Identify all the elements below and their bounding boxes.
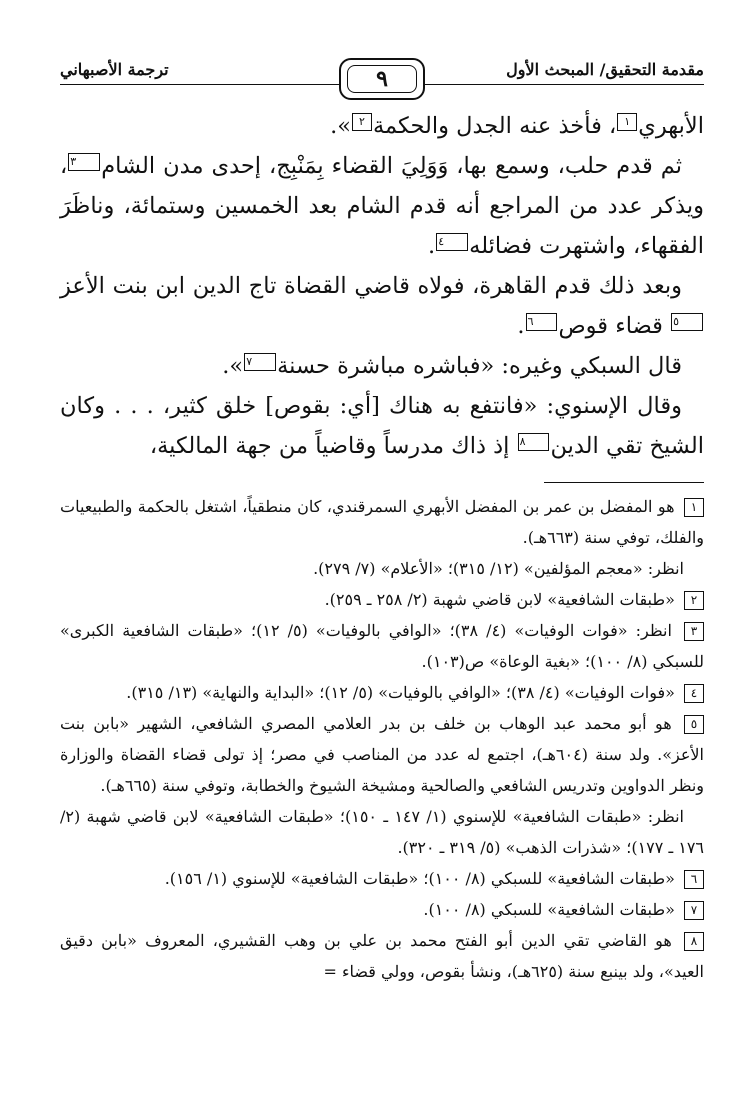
page-header xyxy=(60,50,704,106)
footnote-6: ٦ «طبقات الشافعية» للسبكي (٨/ ١٠٠)؛ «طبقات الشافعية» للإسنوي (١/ ١٥٦). xyxy=(60,863,704,894)
footnote-number: ٥ xyxy=(684,715,704,734)
footnote-ref[interactable]: ٨ xyxy=(518,433,550,451)
footnote-ref[interactable]: ٢ xyxy=(352,113,372,131)
footnotes xyxy=(60,491,704,987)
footnote-ref[interactable]: ٥ xyxy=(671,313,703,331)
footnote-number: ٢ xyxy=(684,591,704,610)
footnote-ref[interactable]: ٦ xyxy=(526,313,558,331)
footnote-2: ٢ «طبقات الشافعية» لابن قاضي شهبة (٢/ ٢٥٨ ـ ٢٥٩). xyxy=(60,584,704,615)
footnote-number: ٣ xyxy=(684,622,704,641)
footnote-number: ٨ xyxy=(684,932,704,951)
page-number-frame xyxy=(339,58,425,100)
body-paragraph: قال السبكي وغيره: «فباشره مباشرة حسنة٧». xyxy=(222,353,682,379)
footnote-4: ٤ «فوات الوفيات» (٤/ ٣٨)؛ «الوافي بالوفيات» (٥/ ١٢)؛ «البداية والنهاية» (١٣/ ٣١٥). xyxy=(60,677,704,708)
book-page xyxy=(60,50,704,987)
section-title: ترجمة الأصبهاني xyxy=(60,60,169,79)
footnote-3: ٣ انظر: «فوات الوفيات» (٤/ ٣٨)؛ «الوافي بالوفيات» (٥/ ١٢)؛ «طبقات الشافعية الكبرى» للسبكي (٨/ ١٠٠)؛ «بغية الوعاة» ص(١٠٣). xyxy=(60,621,704,671)
footnote-ref[interactable]: ٧ xyxy=(244,353,276,371)
footnote-5-refs: انظر: «طبقات الشافعية» للإسنوي (١/ ١٤٧ ـ ١٥٠)؛ «طبقات الشافعية» لابن قاضي شهبة (٢/ ١٧٦ ـ ١٧٧)؛ «شذرات الذهب» (٥/ ٣١٩ ـ ٣٢٠). xyxy=(60,807,704,857)
footnote-ref[interactable]: ٤ xyxy=(436,233,468,251)
body-paragraph: وبعد ذلك قدم القاهرة، فولاه قاضي القضاة تاج الدين ابن بنت الأعز٥ قضاء قوص٦. xyxy=(60,266,704,346)
footnote-separator xyxy=(544,482,704,483)
page-number: ٩ xyxy=(376,66,388,92)
chapter-title: مقدمة التحقيق/ المبحث الأول xyxy=(506,60,704,79)
body-paragraph: الأبهري١، فأخذ عنه الجدل والحكمة٢». xyxy=(330,113,704,139)
footnote-1-refs: انظر: «معجم المؤلفين» (١٢/ ٣١٥)؛ «الأعلام» (٧/ ٢٧٩). xyxy=(313,559,684,578)
footnote-8: ٨ هو القاضي تقي الدين أبو الفتح محمد بن علي بن وهب القشيري، المعروف «بابن دقيق العيد»، ولد بينبع سنة (٦٢٥هـ)، ونشأ بقوص، وولي قضاء = xyxy=(60,931,704,981)
footnote-number: ١ xyxy=(684,498,704,517)
footnote-number: ٤ xyxy=(684,684,704,703)
footnote-number: ٦ xyxy=(684,870,704,889)
main-text xyxy=(60,106,704,466)
footnote-ref[interactable]: ٣ xyxy=(68,153,100,171)
footnote-5: ٥ هو أبو محمد عبد الوهاب بن خلف بن بدر العلامي المصري الشافعي، الشهير «بابن بنت الأعز». ولد سنة (٦٠٤هـ)، اجتمع له عدد من المناصب في مصر؛ إذ تولى قضاء القضاة والوزارة ونظر الدواوين وتدريس الشافعي والصالحية ومشيخة الشيوخ والخطابة، وتوفي سنة (٦٦٥هـ). xyxy=(60,714,704,795)
body-paragraph: ثم قدم حلب، وسمع بها، وَوَلِيَ القضاء بِمَنْبِج، إحدى مدن الشام٣، ويذكر عدد من المراجع أنه قدم الشام بعد الخمسين وستمائة، وناظَرَ الفقهاء، واشتهرت فضائله٤. xyxy=(60,153,704,259)
body-paragraph: وقال الإسنوي: «فانتفع به هناك [أي: بقوص] خلق كثير، . . . وكان الشيخ تقي الدين٨ إذ ذاك مدرساً وقاضياً من جهة المالكية، xyxy=(60,393,704,459)
footnote-1: ١ هو المفضل بن عمر بن المفضل الأبهري السمرقندي، كان منطقياً، اشتغل بالحكمة والطبيعيات والفلك، توفي سنة (٦٦٣هـ). xyxy=(60,497,704,547)
footnote-number: ٧ xyxy=(684,901,704,920)
footnote-7: ٧ «طبقات الشافعية» للسبكي (٨/ ١٠٠). xyxy=(60,894,704,925)
footnote-ref[interactable]: ١ xyxy=(617,113,637,131)
